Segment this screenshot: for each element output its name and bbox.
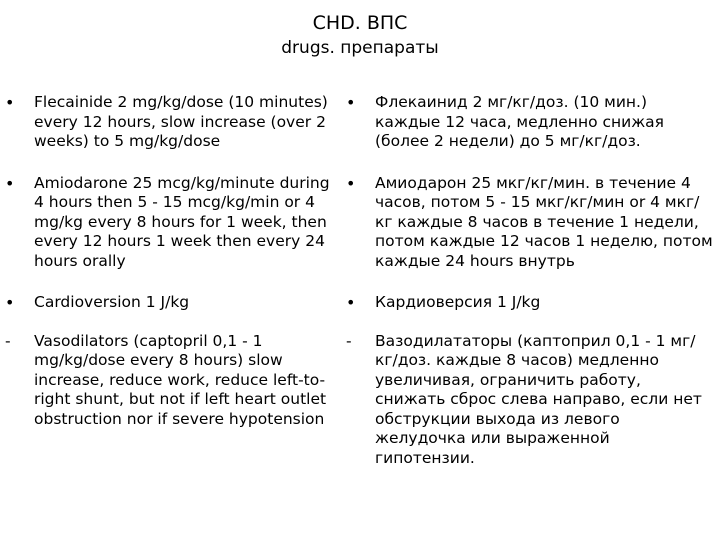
left-column-list (5, 93, 330, 449)
bullet-marker: • (346, 93, 356, 112)
bullet-marker: • (346, 173, 356, 193)
slide-subtitle: drugs. препараты (281, 38, 439, 58)
dash-marker: - (346, 331, 352, 350)
bullet-marker: • (5, 173, 15, 193)
list-item-cardioversion (5, 293, 330, 313)
right-column-list (346, 93, 714, 488)
list-item-vasodilators-ru (346, 332, 714, 469)
list-item-text: Vasodilators (captopril 0,1 - 1 mg/kg/dose every 8 hours) slow increase, reduce work, reduce left-to-right shunt, but not if left heart outlet obstruction nor if severe hypotension (34, 331, 327, 428)
slide-header (0, 10, 720, 60)
list-item-cardioversion-ru (346, 293, 714, 313)
bullet-marker: • (5, 293, 15, 312)
slide-title: CHD. ВПС (312, 12, 408, 34)
list-item-text: Вазодилататоры (каптоприл 0,1 - 1 мг/кг/доз. каждые 8 часов) медленно увеличивая, ограничить работу, снижать сброс слева направо, если нет обструкции выхода из левого желудочка или выраженной гипотензии. (375, 331, 702, 467)
list-item-text: Кардиоверсия 1 J/kg (375, 293, 541, 311)
list-item-flecainide (5, 93, 330, 152)
list-item-amiodarone (5, 174, 330, 272)
bullet-marker: • (346, 293, 356, 312)
list-item-amiodarone-ru (346, 174, 714, 272)
list-item-flecainide-ru (346, 93, 714, 152)
list-item-vasodilators (5, 332, 330, 430)
bullet-marker: • (5, 93, 15, 112)
list-item-text: Амиодарон 25 мкг/кг/мин. в течение 4 часов, потом 5 - 15 мкг/кг/мин or 4 мкг/кг каждые 8 часов в течение 1 недели, потом каждые 12 часов 1 неделю, потом каждые 24 hours внутрь (375, 173, 713, 270)
list-item-text: Flecainide 2 mg/kg/dose (10 minutes) every 12 hours, slow increase (over 2 weeks) to 5 mg/kg/dose (34, 93, 328, 150)
list-item-text: Флекаинид 2 мг/кг/доз. (10 мин.) каждые 12 часа, медленно снижая (более 2 недели) до 5 мг/кг/доз. (375, 93, 665, 150)
list-item-text: Cardioversion 1 J/kg (34, 293, 190, 311)
list-item-text: Amiodarone 25 mcg/kg/minute during 4 hours then 5 - 15 mcg/kg/min or 4 mg/kg every 8 hours for 1 week, then every 12 hours 1 week then every 24 hours orally (34, 173, 330, 270)
dash-marker: - (5, 331, 11, 350)
